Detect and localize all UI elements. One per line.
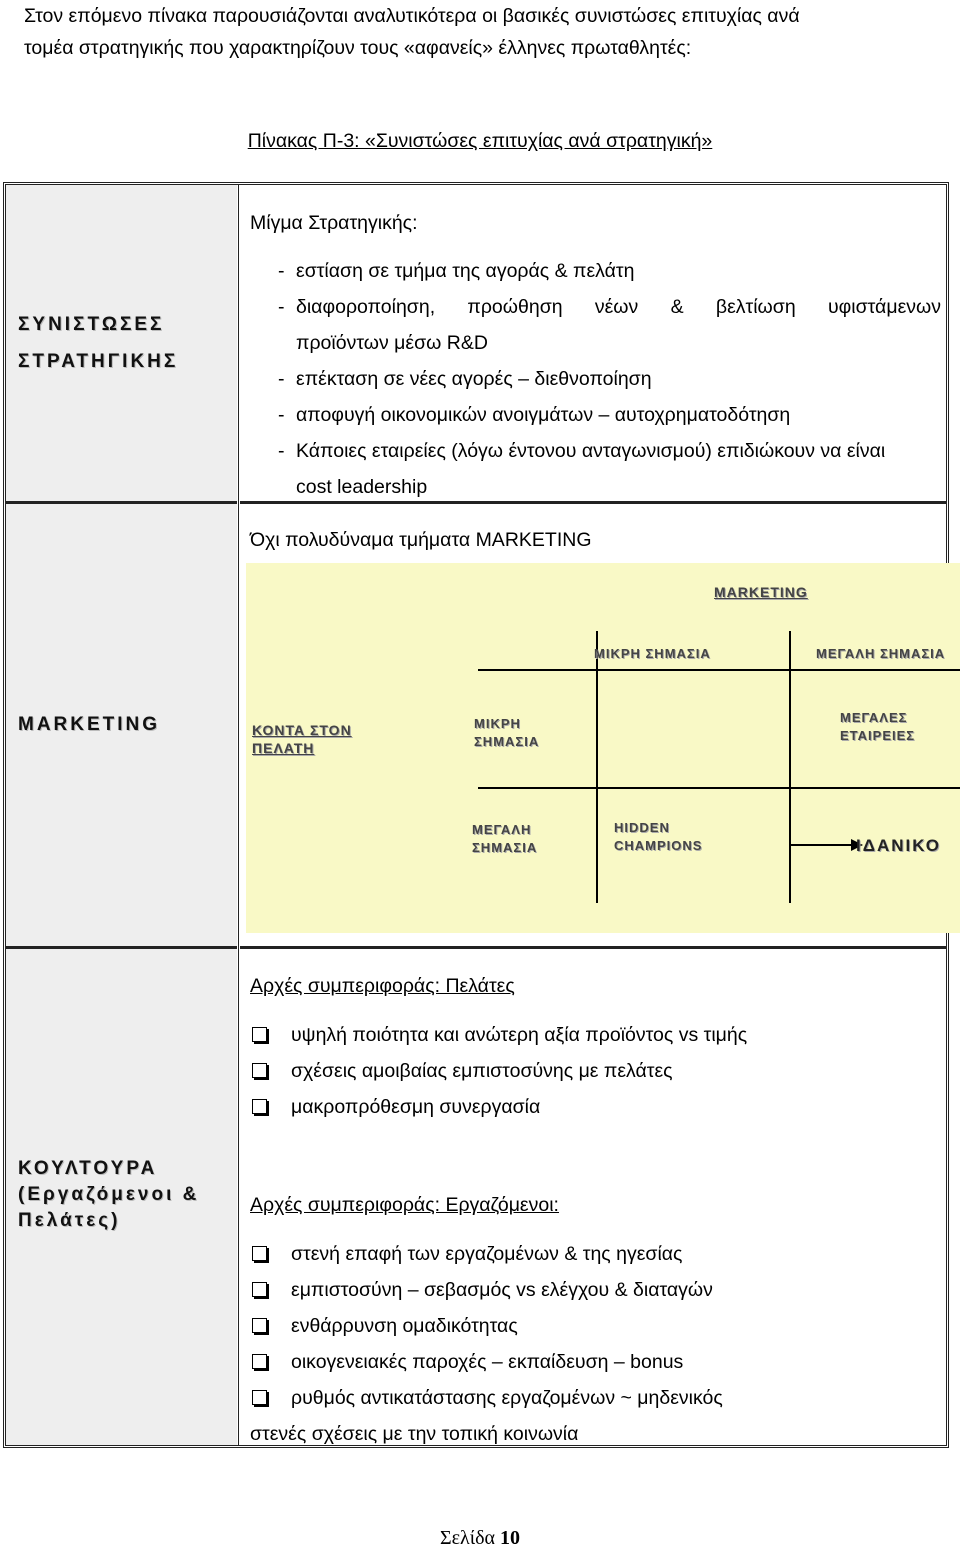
strategy-heading: Μίγμα Στρατηγικής: [250,212,418,234]
strategy-item-2-words: διαφοροποίηση, προώθηση νέων & βελτίωση υφιστάμενων [296,296,941,318]
employees-item-5: ρυθμός αντικατάστασης εργαζομένων ~ μηδενικός [252,1387,723,1410]
column-divider [237,185,240,1445]
culture-label-cell [6,949,237,1445]
diagram-hidden-champions: HIDDEN CHAMPIONS [614,820,703,853]
employees-item-2: εμπιστοσύνη – σεβασμός vs ελέγχου & διαταγών [252,1279,713,1302]
employees-heading: Αρχές συμπεριφοράς: Εργαζόμενοι: [250,1194,559,1216]
customers-item-3: μακροπρόθεσμη συνεργασία [252,1096,540,1119]
checkbox-square-icon [252,1246,267,1261]
marketing-label: MARKETING [18,714,161,735]
employees-item-3: ενθάρρυνση ομαδικότητας [252,1315,518,1338]
checkbox-square-icon [252,1354,267,1369]
strategy-content-cell: Μίγμα Στρατηγικής: - εστίαση σε τμήμα της αγοράς & πελάτη - διαφοροποίηση, προώθηση νέων & βελτίωση υφιστάμενων προϊόντων μέσω R&D - επέκταση σε νέες αγορές – διεθνοποίηση - αποφυγή οικονομικών ανοιγμάτων – αυτοχρηματοδότηση - Κάποιες εταιρείες (λόγω έντονου ανταγωνισμού) επιδιώκουν να είναι cost leadership [240,185,946,501]
employees-item-1: στενή επαφή των εργαζομένων & της ηγεσίας [252,1243,682,1266]
culture-closing: στενές σχέσεις με την τοπική κοινωνία [250,1423,579,1445]
footer-label: Σελίδα [439,1527,496,1549]
diagram-row-big: ΜΕΓΑΛΗ ΣΗΜΑΣΙΑ [472,822,538,855]
strategy-label: ΣΥΝΙΣΤΩΣΕΣ ΣΤΡΑΤΗΓΙΚΗΣ [18,314,179,372]
marketing-label-cell [6,504,237,946]
diagram-big-companies: ΜΕΓΑΛΕΣ ΕΤΑΙΡΕΙΕΣ [840,710,916,743]
marketing-diagram [246,563,960,933]
checkbox-square-icon [252,1390,267,1405]
employees-item-4: οικογενειακές παροχές – εκπαίδευση – bonus [252,1351,683,1374]
checkbox-square-icon [252,1099,267,1114]
diagram-row-label: ΚΟΝΤΑ ΣΤΟΝ ΠΕΛΑΤΗ [252,722,352,756]
diagram-col-small: ΜΙΚΡΗ ΣΗΜΑΣΙΑ [594,646,711,661]
customers-item-1: υψηλή ποιότητα και ανώτερη αξία προϊόντος vs τιμής [252,1024,747,1047]
marketing-heading: Όχι πολυδύναμα τμήματα MARKETING [250,529,592,551]
diagram-row-small: ΜΙΚΡΗ ΣΗΜΑΣΙΑ [474,716,540,749]
diagram-lines [246,563,960,933]
diagram-title: MARKETING [714,584,808,600]
diagram-ideal: ΙΔΑΝΙΚΟ [856,836,941,855]
culture-label: ΚΟΥΛΤΟΥΡΑ (Εργαζόμενοι & Πελάτες) [18,1158,200,1231]
page-footer [0,1527,960,1550]
checkbox-square-icon [252,1282,267,1297]
checkbox-square-icon [252,1063,267,1078]
table-caption: Πίνακας Π-3: «Συνιστώσες επιτυχίας ανά στρατηγική» [247,130,713,152]
page-number: 10 [500,1527,521,1549]
checkbox-square-icon [252,1318,267,1333]
customers-item-2: σχέσεις αμοιβαίας εμπιστοσύνης με πελάτες [252,1060,673,1083]
strategy-label-cell [6,185,237,501]
customers-heading: Αρχές συμπεριφοράς: Πελάτες [250,975,515,997]
checkbox-square-icon [252,1027,267,1042]
intro-line-1: Στον επόμενο πίνακα παρουσιάζονται αναλυτικότερα οι βασικές συνιστώσες επιτυχίας ανά [24,5,800,27]
culture-content-cell [240,949,946,1445]
diagram-col-big: ΜΕΓΑΛΗ ΣΗΜΑΣΙΑ [816,646,946,661]
intro-line-2: τομέα στρατηγικής που χαρακτηρίζουν τους «αφανείς» έλληνες πρωταθλητές: [24,37,692,59]
intro-paragraph [24,0,924,64]
